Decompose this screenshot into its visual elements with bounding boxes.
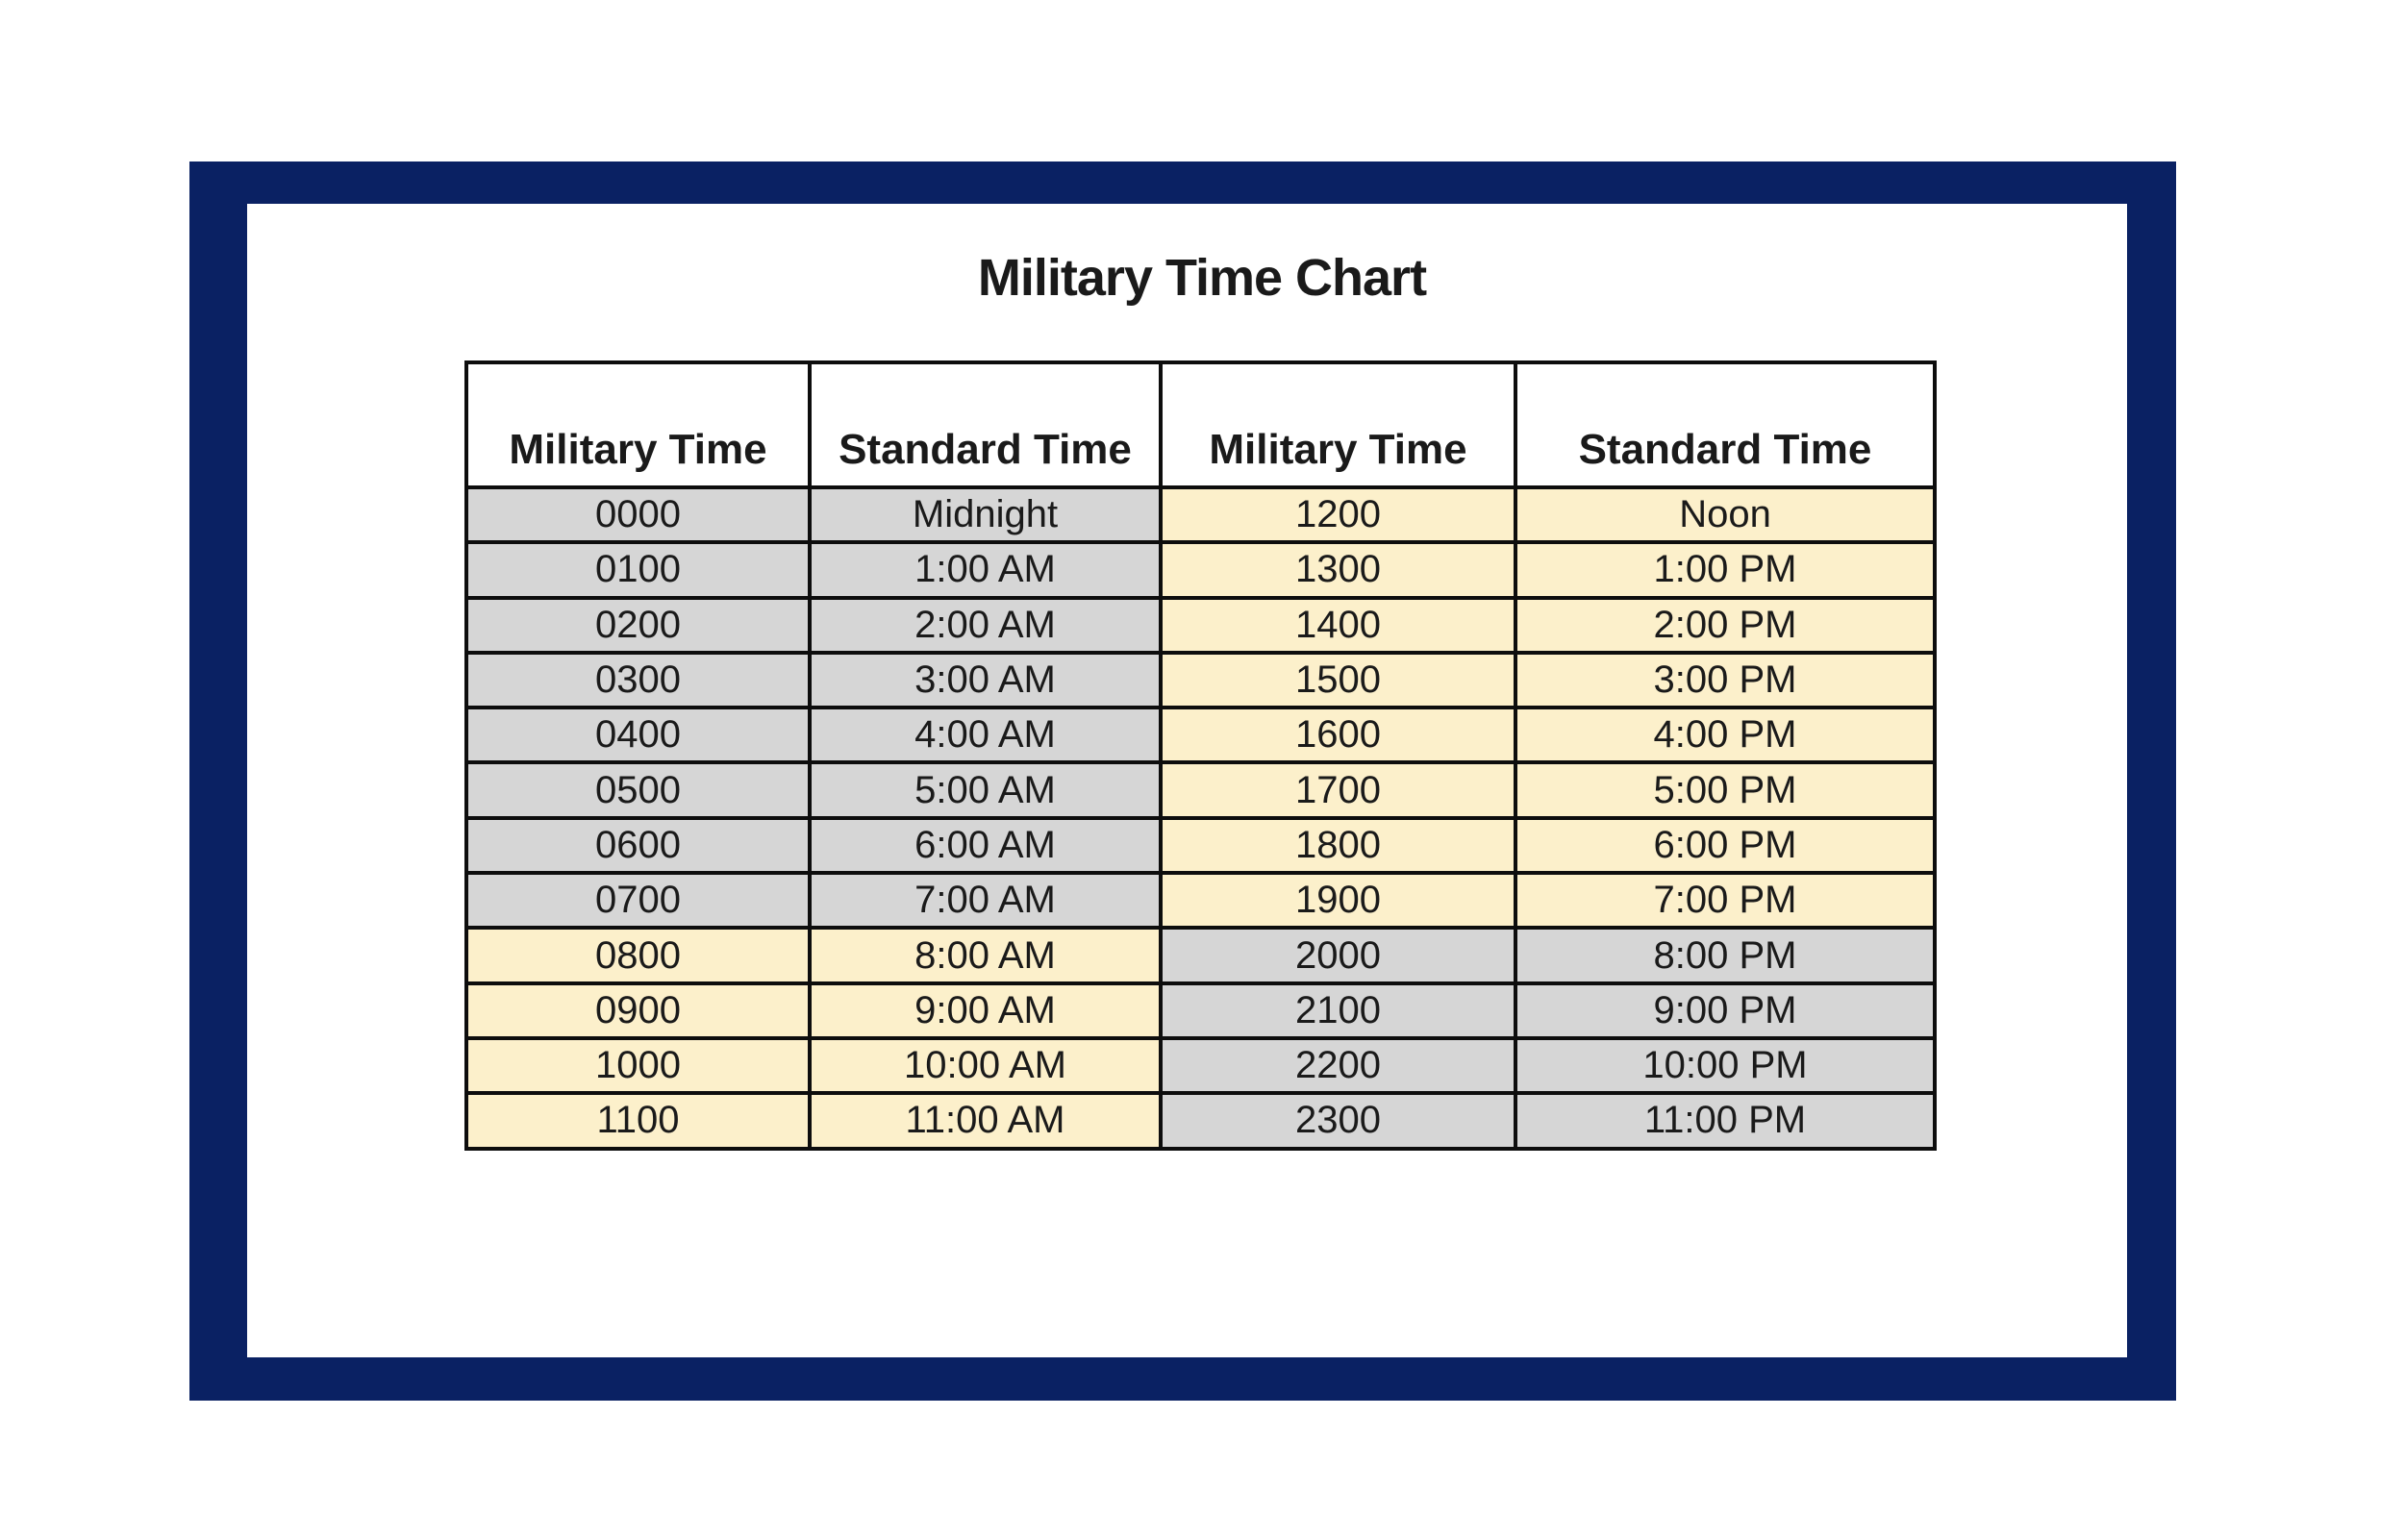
cell-military-time-left: 0000 <box>466 487 810 542</box>
cell-standard-time-right: 1:00 PM <box>1515 542 1935 597</box>
cell-military-time-right: 2200 <box>1161 1038 1515 1093</box>
cell-military-time-left: 0900 <box>466 983 810 1038</box>
table-row <box>466 928 1935 982</box>
cell-military-time-right: 1600 <box>1161 708 1515 762</box>
table-row <box>466 1038 1935 1093</box>
cell-military-time-left: 1000 <box>466 1038 810 1093</box>
cell-military-time-right: 1800 <box>1161 818 1515 873</box>
cell-military-time-right: 1200 <box>1161 487 1515 542</box>
cell-standard-time-right: 5:00 PM <box>1515 762 1935 817</box>
cell-standard-time-right: 10:00 PM <box>1515 1038 1935 1093</box>
cell-military-time-right: 1400 <box>1161 598 1515 653</box>
cell-standard-time-left: 7:00 AM <box>810 873 1161 928</box>
cell-standard-time-left: 11:00 AM <box>810 1093 1161 1148</box>
cell-standard-time-left: 4:00 AM <box>810 708 1161 762</box>
table-row <box>466 983 1935 1038</box>
cell-standard-time-left: 9:00 AM <box>810 983 1161 1038</box>
cell-standard-time-right: 4:00 PM <box>1515 708 1935 762</box>
table-row <box>466 487 1935 542</box>
header-standard-time-right: Standard Time <box>1515 362 1935 487</box>
header-military-time-left: Military Time <box>466 362 810 487</box>
cell-military-time-left: 0800 <box>466 928 810 982</box>
cell-standard-time-left: 6:00 AM <box>810 818 1161 873</box>
cell-standard-time-right: 8:00 PM <box>1515 928 1935 982</box>
cell-military-time-left: 1100 <box>466 1093 810 1148</box>
table-row <box>466 1093 1935 1148</box>
cell-standard-time-left: 3:00 AM <box>810 653 1161 708</box>
cell-standard-time-left: 8:00 AM <box>810 928 1161 982</box>
header-military-time-right: Military Time <box>1161 362 1515 487</box>
cell-military-time-left: 0600 <box>466 818 810 873</box>
cell-military-time-right: 2100 <box>1161 983 1515 1038</box>
cell-standard-time-right: Noon <box>1515 487 1935 542</box>
cell-military-time-left: 0500 <box>466 762 810 817</box>
cell-standard-time-right: 3:00 PM <box>1515 653 1935 708</box>
cell-standard-time-left: 1:00 AM <box>810 542 1161 597</box>
cell-military-time-right: 1300 <box>1161 542 1515 597</box>
cell-standard-time-left: 10:00 AM <box>810 1038 1161 1093</box>
table-header-row <box>466 362 1935 487</box>
table-row <box>466 873 1935 928</box>
cell-standard-time-left: Midnight <box>810 487 1161 542</box>
cell-military-time-left: 0200 <box>466 598 810 653</box>
cell-military-time-left: 0400 <box>466 708 810 762</box>
table-row <box>466 598 1935 653</box>
table-row <box>466 653 1935 708</box>
cell-military-time-right: 2000 <box>1161 928 1515 982</box>
cell-standard-time-right: 11:00 PM <box>1515 1093 1935 1148</box>
cell-standard-time-right: 7:00 PM <box>1515 873 1935 928</box>
cell-military-time-right: 1700 <box>1161 762 1515 817</box>
header-standard-time-left: Standard Time <box>810 362 1161 487</box>
cell-standard-time-right: 9:00 PM <box>1515 983 1935 1038</box>
table-row <box>466 762 1935 817</box>
cell-military-time-right: 1500 <box>1161 653 1515 708</box>
cell-military-time-left: 0300 <box>466 653 810 708</box>
table-body <box>466 487 1935 1149</box>
cell-military-time-left: 0700 <box>466 873 810 928</box>
table-row <box>466 542 1935 597</box>
cell-standard-time-right: 6:00 PM <box>1515 818 1935 873</box>
table-row <box>466 708 1935 762</box>
page-title: Military Time Chart <box>977 249 1427 307</box>
cell-standard-time-left: 5:00 AM <box>810 762 1161 817</box>
cell-standard-time-right: 2:00 PM <box>1515 598 1935 653</box>
military-time-table <box>464 360 1937 1151</box>
cell-military-time-right: 2300 <box>1161 1093 1515 1148</box>
cell-military-time-left: 0100 <box>466 542 810 597</box>
cell-military-time-right: 1900 <box>1161 873 1515 928</box>
cell-standard-time-left: 2:00 AM <box>810 598 1161 653</box>
table-row <box>466 818 1935 873</box>
